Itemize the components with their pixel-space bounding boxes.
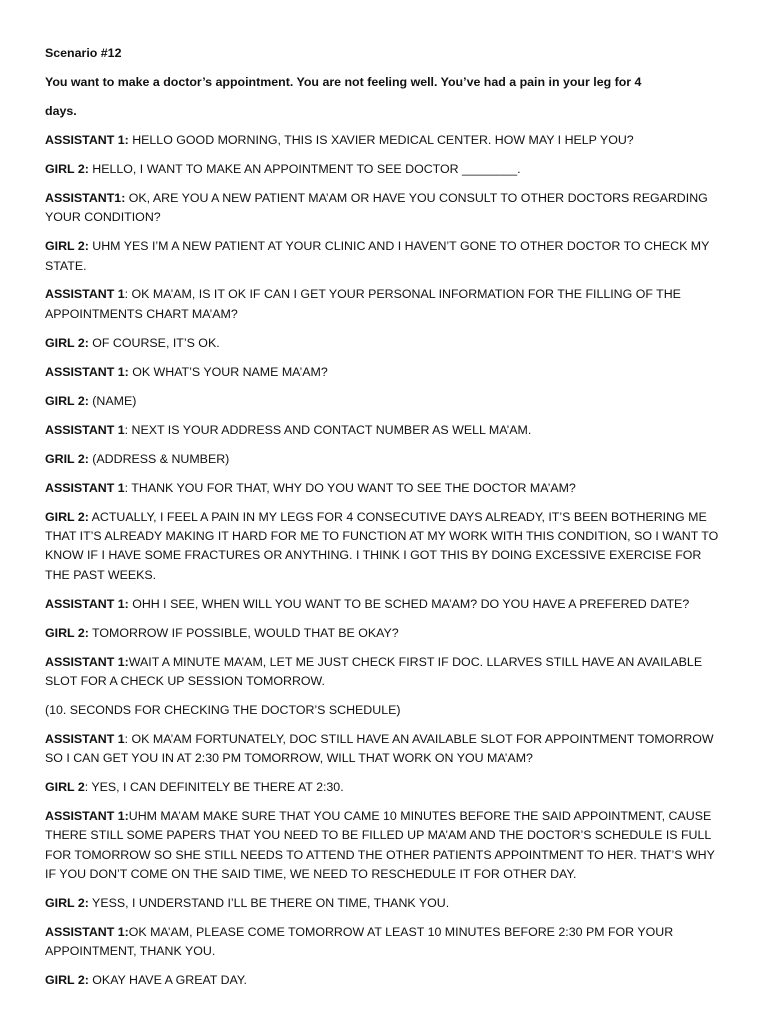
speaker-label: ASSISTANT 1 (45, 480, 125, 495)
dialogue-line (45, 334, 725, 353)
line-text: TOMORROW IF POSSIBLE, WOULD THAT BE OKAY? (88, 625, 399, 640)
dialogue-line (45, 971, 725, 990)
line-text: (NAME) (88, 393, 137, 408)
dialogue-line (45, 479, 725, 498)
line-text: : THANK YOU FOR THAT, WHY DO YOU WANT TO SEE THE DOCTOR MA’AM? (124, 480, 576, 495)
speaker-label: GIRL 2: (45, 161, 89, 176)
dialogue (45, 131, 725, 991)
speaker-label: ASSISTANT 1: (45, 924, 129, 939)
scenario-title: Scenario #12 (45, 46, 122, 60)
line-text: : OK MA’AM FORTUNATELY, DOC STILL HAVE AN AVAILABLE SLOT FOR APPOINTMENT TOMORROW SO I CAN GET YOU IN AT 2:30 PM TOMORROW, WILL THAT WORK ON YOU MA’AM? (45, 731, 714, 766)
line-text: (ADDRESS & NUMBER) (88, 451, 230, 466)
speaker-label: GIRL 2: (45, 509, 89, 524)
speaker-label: GIRL 2: (45, 393, 89, 408)
dialogue-line (45, 160, 725, 179)
speaker-label: GIRL 2: (45, 335, 89, 350)
dialogue-line (45, 894, 725, 913)
speaker-label: ASSISTANT 1 (45, 422, 125, 437)
speaker-label: GIRL 2: (45, 239, 89, 254)
line-text: WAIT A MINUTE MA’AM, LET ME JUST CHECK FIRST IF DOC. LLARVES STILL HAVE AN AVAILABLE SLOT FOR A CHECK UP SESSION TOMORROW. (45, 654, 703, 688)
line-text: OK WHAT’S YOUR NAME MA’AM? (128, 364, 328, 379)
line-text: (10. SECONDS FOR CHECKING THE DOCTOR’S SCHEDULE) (45, 702, 401, 717)
line-text: ACTUALLY, I FEEL A PAIN IN MY LEGS FOR 4 CONSECUTIVE DAYS ALREADY, IT’S BEEN BOTHERING ME THAT IT’S ALREADY MAKING IT HARD FOR ME TO FUNCTION AT MY WORK WITH THIS CONDITION, SO I WANT TO KNOW IF I HAVE SOME FRACTURES OR ANYTHING. I THINK I GOT THIS BY DOING EXCESSIVE EXERCISE FOR THE PAST WEEKS. (45, 509, 719, 582)
dialogue-line (45, 421, 725, 440)
line-text: HELLO GOOD MORNING, THIS IS XAVIER MEDICAL CENTER. HOW MAY I HELP YOU? (128, 132, 634, 147)
speaker-label: GIRL 2 (45, 780, 85, 795)
dialogue-line (45, 653, 725, 692)
document-page (45, 44, 725, 1000)
speaker-label: ASSISTANT 1: (45, 654, 129, 669)
line-text: OK, ARE YOU A NEW PATIENT MA’AM OR HAVE YOU CONSULT TO OTHER DOCTORS REGARDING YOUR CONDITION? (45, 190, 708, 225)
line-text: HELLO, I WANT TO MAKE AN APPOINTMENT TO SEE DOCTOR ________. (88, 161, 521, 176)
scenario-intro-line-2: days. (45, 103, 77, 118)
line-text: UHM YES I’M A NEW PATIENT AT YOUR CLINIC AND I HAVEN’T GONE TO OTHER DOCTOR TO CHECK MY STATE. (45, 239, 710, 273)
speaker-label: ASSISTANT 1 (45, 287, 125, 302)
scenario-intro-line-1: You want to make a doctor’s appointment. You are not feeling well. You’ve had a pain in your leg for 4 (45, 74, 642, 89)
dialogue-line (45, 701, 725, 720)
line-text: UHM MA’AM MAKE SURE THAT YOU CAME 10 MINUTES BEFORE THE SAID APPOINTMENT, CAUSE THERE STILL SOME PAPERS THAT YOU NEED TO BE FILLED UP MA’AM AND THE DOCTOR’S SCHEDULE IS FULL FOR TOMORROW SO SHE STILL NEEDS TO ATTEND THE OTHER PATIENTS APPOINTMENT TO HER. THAT’S WHY IF YOU DON’T COME ON THE SAID TIME, WE NEED TO RESCHEDULE IT FOR OTHER DAY. (45, 809, 715, 881)
line-text: : NEXT IS YOUR ADDRESS AND CONTACT NUMBER AS WELL MA’AM. (124, 422, 532, 437)
dialogue-line (45, 807, 725, 884)
dialogue-line (45, 624, 725, 643)
speaker-label: ASSISTANT 1 (45, 731, 125, 746)
dialogue-line (45, 778, 725, 797)
dialogue-line (45, 285, 725, 324)
line-text: OKAY HAVE A GREAT DAY. (88, 973, 248, 988)
line-text: YESS, I UNDERSTAND I’LL BE THERE ON TIME, THANK YOU. (88, 895, 450, 910)
dialogue-line (45, 237, 725, 276)
speaker-label: ASSISTANT 1: (45, 364, 129, 379)
line-text: : OK MA’AM, IS IT OK IF CAN I GET YOUR PERSONAL INFORMATION FOR THE FILLING OF THE APPOINTMENTS CHART MA’AM? (45, 287, 681, 321)
speaker-label: GIRL 2: (45, 973, 89, 988)
speaker-label: GIRL 2: (45, 625, 89, 640)
dialogue-line (45, 730, 725, 769)
speaker-label: ASSISTANT 1: (45, 132, 129, 147)
dialogue-line (45, 450, 725, 469)
line-text: OK MA’AM, PLEASE COME TOMORROW AT LEAST 10 MINUTES BEFORE 2:30 PM FOR YOUR APPOINTMENT, THANK YOU. (45, 924, 674, 959)
speaker-label: GRIL 2: (45, 451, 89, 466)
speaker-label: ASSISTANT1: (45, 190, 126, 205)
speaker-label: GIRL 2: (45, 895, 89, 910)
dialogue-line (45, 131, 725, 150)
dialogue-line (45, 595, 725, 614)
dialogue-line (45, 508, 725, 585)
dialogue-line (45, 392, 725, 411)
line-text: OHH I SEE, WHEN WILL YOU WANT TO BE SCHED MA’AM? DO YOU HAVE A PREFERED DATE? (128, 596, 690, 611)
dialogue-line (45, 363, 725, 382)
line-text: : YES, I CAN DEFINITELY BE THERE AT 2:30. (84, 780, 344, 795)
speaker-label: ASSISTANT 1: (45, 809, 129, 824)
line-text: OF COURSE, IT’S OK. (88, 335, 220, 350)
dialogue-line (45, 189, 725, 228)
speaker-label: ASSISTANT 1: (45, 596, 129, 611)
dialogue-line (45, 923, 725, 962)
